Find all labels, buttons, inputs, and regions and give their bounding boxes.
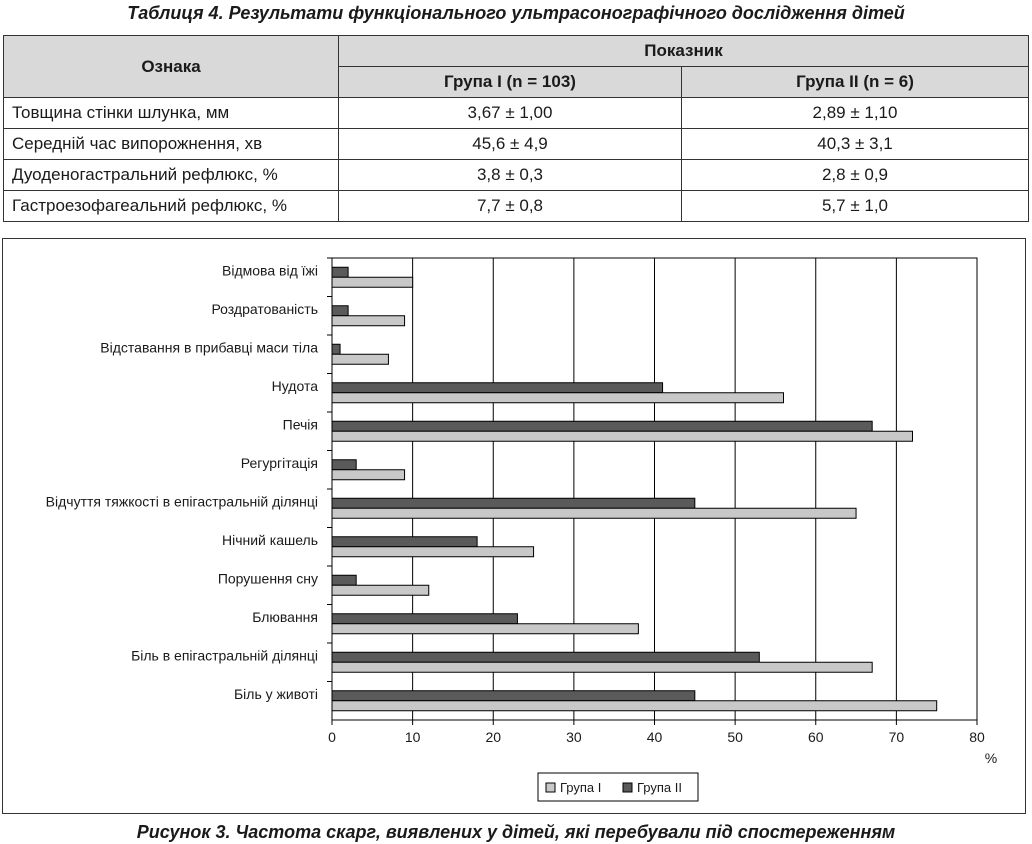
x-tick-label: 10 xyxy=(404,729,421,745)
table-row xyxy=(4,129,1029,160)
row-group1-value: 3,67 ± 1,00 xyxy=(339,98,682,129)
category-label: Біль у животі xyxy=(233,685,318,702)
bar-group1 xyxy=(332,701,937,711)
results-table xyxy=(3,35,1029,222)
row-label: Дуоденогастральний рефлюкс, % xyxy=(4,160,339,191)
category-label: Печія xyxy=(282,416,318,433)
x-tick-label: 40 xyxy=(646,729,663,745)
legend-label-group2: Група II xyxy=(637,780,682,795)
bar-group2 xyxy=(332,460,356,470)
x-tick-label: 80 xyxy=(969,729,985,745)
category-label: Порушення сну xyxy=(217,570,318,587)
row-group2-value: 40,3 ± 3,1 xyxy=(682,129,1029,160)
header-feature: Ознака xyxy=(4,36,339,98)
x-tick-label: 60 xyxy=(807,729,824,745)
row-group2-value: 2,8 ± 0,9 xyxy=(682,160,1029,191)
figure-caption: Рисунок 3. Частота скарг, виявлених у дітей, які перебували під спостереженням xyxy=(136,822,896,842)
row-label: Товщина стінки шлунка, мм xyxy=(4,98,339,129)
table-header-row xyxy=(4,36,1029,67)
category-label: Нудота xyxy=(271,377,318,394)
bar-group1 xyxy=(332,547,534,557)
chart-frame xyxy=(2,238,1026,814)
header-indicator: Показник xyxy=(339,36,1029,67)
table-title: Таблиця 4. Результати функціонального ультрасонографічного дослідження дітей xyxy=(127,3,905,23)
header-group1: Група I (n = 103) xyxy=(339,67,682,98)
bar-chart xyxy=(3,239,1025,813)
row-label: Середній час випорожнення, хв xyxy=(4,129,339,160)
category-label: Блювання xyxy=(252,608,318,625)
row-group2-value: 2,89 ± 1,10 xyxy=(682,98,1029,129)
bar-group2 xyxy=(332,614,517,624)
x-tick-label: 20 xyxy=(485,729,502,745)
row-group1-value: 3,8 ± 0,3 xyxy=(339,160,682,191)
bar-group2 xyxy=(332,383,663,393)
bar-group2 xyxy=(332,537,477,547)
bar-group1 xyxy=(332,508,856,518)
row-group2-value: 5,7 ± 1,0 xyxy=(682,191,1029,222)
x-axis-unit: % xyxy=(984,750,998,766)
category-label: Відмова від їжі xyxy=(222,262,318,279)
legend-swatch-group1 xyxy=(546,783,555,792)
bar-group1 xyxy=(332,585,429,595)
header-group2: Група II (n = 6) xyxy=(682,67,1029,98)
bar-group1 xyxy=(332,393,784,403)
bar-group1 xyxy=(332,316,405,326)
x-tick-label: 70 xyxy=(888,729,905,745)
bar-group1 xyxy=(332,431,913,441)
bar-group2 xyxy=(332,691,695,701)
category-label: Нічний кашель xyxy=(221,531,318,548)
x-tick-label: 30 xyxy=(566,729,582,745)
row-label: Гастроезофагеальний рефлюкс, % xyxy=(4,191,339,222)
category-label: Відставання в прибавці маси тіла xyxy=(100,339,318,356)
bar-group2 xyxy=(332,575,356,585)
legend-swatch-group2 xyxy=(623,783,632,792)
category-label: Відчуття тяжкості в епігастральній ділянці xyxy=(45,493,318,510)
bar-group2 xyxy=(332,498,695,508)
bar-group2 xyxy=(332,652,759,662)
category-label: Біль в епігастральній ділянці xyxy=(131,647,318,664)
x-tick-label: 50 xyxy=(727,729,743,745)
bar-group1 xyxy=(332,354,388,364)
table-row xyxy=(4,160,1029,191)
bar-group1 xyxy=(332,624,638,634)
table-row xyxy=(4,191,1029,222)
x-tick-label: 0 xyxy=(328,729,336,745)
bar-group1 xyxy=(332,277,413,287)
bar-group2 xyxy=(332,306,348,316)
bar-group2 xyxy=(332,267,348,277)
bar-group1 xyxy=(332,470,405,480)
bar-group1 xyxy=(332,662,872,672)
category-label: Роздратованість xyxy=(211,300,318,317)
legend-label-group1: Група I xyxy=(560,780,602,795)
category-label: Регургітація xyxy=(240,454,318,471)
row-group1-value: 7,7 ± 0,8 xyxy=(339,191,682,222)
table-row xyxy=(4,98,1029,129)
bar-group2 xyxy=(332,344,340,354)
row-group1-value: 45,6 ± 4,9 xyxy=(339,129,682,160)
bar-group2 xyxy=(332,421,872,431)
